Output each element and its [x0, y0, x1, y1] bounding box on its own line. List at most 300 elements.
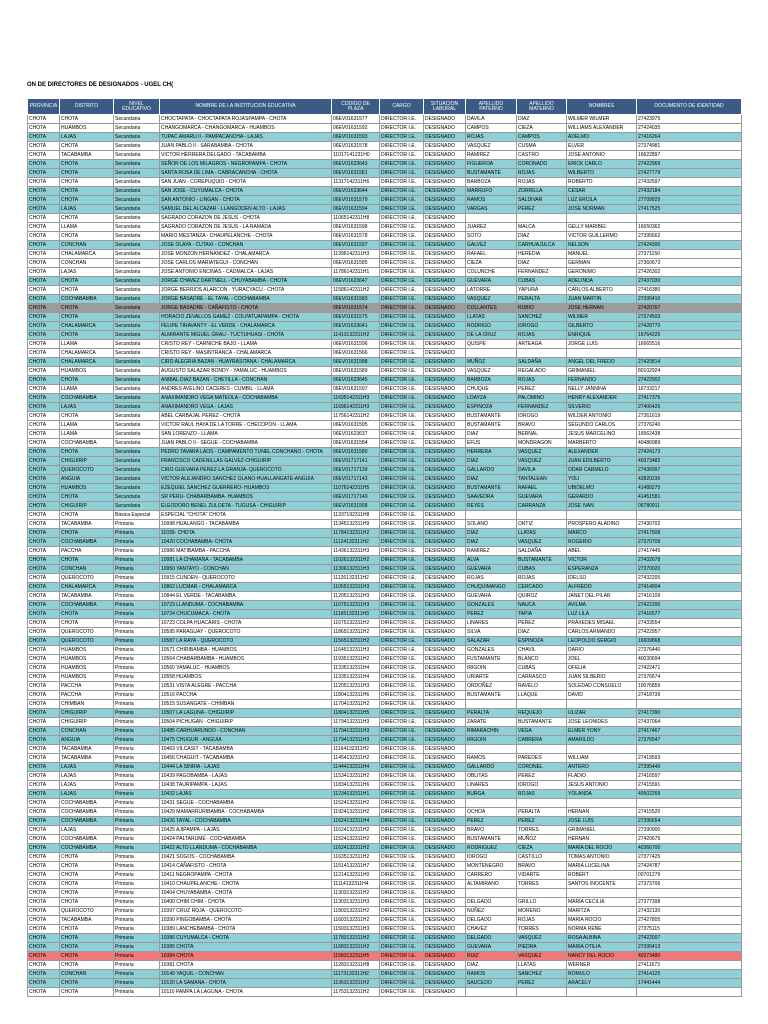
cell-distrito: CHOTA [60, 880, 114, 889]
cell-nivel-educativo: Secundaria [114, 367, 160, 376]
cell-documento: 41489275 [637, 484, 742, 493]
table-row [28, 340, 742, 349]
cell-distrito: CHOTA [60, 979, 114, 988]
cell-distrito: CHIGUIRIP [60, 457, 114, 466]
cell-situacion-laboral: DESIGNADO [424, 574, 466, 583]
cell-provincia: CHOTA [28, 637, 60, 646]
cell-situacion-laboral: DESIGNADO [424, 385, 466, 394]
cell-distrito: HUAMBOS [60, 367, 114, 376]
cell-apellido-materno: BUSTAMANTE [517, 556, 567, 565]
table-row [28, 619, 742, 628]
cell-distrito: CONCHAN [60, 259, 114, 268]
cell-nivel-educativo: Secundaria [114, 151, 160, 160]
cell-apellido-paterno [466, 511, 517, 520]
cell-situacion-laboral: DESIGNADO [424, 232, 466, 241]
cell-cargo: DIRECTOR I.E. [380, 466, 424, 475]
table-row [28, 421, 742, 430]
table-row [28, 907, 742, 916]
cell-cargo: DIRECTOR I.E. [380, 862, 424, 871]
cell-institucion: CIRO GUEVARA PEREZ-LA GRANJA- QUEROCOTO [160, 466, 332, 475]
cell-nivel-educativo: Primaria [114, 691, 160, 700]
cell-provincia: CHOTA [28, 817, 60, 826]
cell-cargo: DIRECTOR I.E. [380, 241, 424, 250]
cell-apellido-materno: TANTALEAN [517, 475, 567, 484]
cell-apellido-paterno [466, 349, 517, 358]
cell-nivel-educativo: Primaria [114, 862, 160, 871]
cell-provincia: CHOTA [28, 493, 60, 502]
cell-apellido-materno: CORONADO [517, 160, 567, 169]
cell-situacion-laboral: DESIGNADO [424, 124, 466, 133]
cell-documento: 16650362 [637, 223, 742, 232]
cell-provincia: CHOTA [28, 943, 60, 952]
cell-situacion-laboral: DESIGNADO [424, 808, 466, 817]
cell-cargo: DIRECTOR I.E. [380, 637, 424, 646]
cell-distrito: LLAMA [60, 385, 114, 394]
cell-distrito: CHOTA [60, 160, 114, 169]
cell-apellido-materno: CABRERA [517, 736, 567, 745]
cell-distrito: CHOTA [60, 169, 114, 178]
table-row [28, 691, 742, 700]
cell-nivel-educativo: Primaria [114, 574, 160, 583]
table-row [28, 673, 742, 682]
cell-cargo: DIRECTOR I.E. [380, 385, 424, 394]
cell-nivel-educativo: Primaria [114, 520, 160, 529]
cell-apellido-paterno: LINARES [466, 619, 517, 628]
cell-apellido-paterno: CHAVEZ [466, 925, 517, 934]
cell-distrito: HUAMBOS [60, 124, 114, 133]
cell-situacion-laboral: DESIGNADO [424, 907, 466, 916]
cell-nivel-educativo: Secundaria [114, 394, 160, 403]
table-row [28, 115, 742, 124]
cell-apellido-materno: YAPURA [517, 286, 567, 295]
cell-nivel-educativo: Primaria [114, 682, 160, 691]
table-row [28, 547, 742, 556]
cell-codigo-plaza: 11675132311H2 [332, 619, 380, 628]
cell-documento: 27373706 [637, 880, 742, 889]
cell-codigo-plaza: 11306132311H3 [332, 565, 380, 574]
cell-institucion: ANIBAL DIAZ BAZAN - CHETILLA - CONCHAN [160, 376, 332, 385]
cell-nivel-educativo: Secundaria [114, 484, 160, 493]
cell-documento: 27432678 [637, 556, 742, 565]
cell-institucion: 10571 CHIRIBAMBA - HUAMBOS [160, 646, 332, 655]
cell-apellido-materno: ORTIZ [517, 520, 567, 529]
cell-nombres: JUAN EDILBERTO [567, 457, 637, 466]
cell-cargo: DIRECTOR I.E. [380, 556, 424, 565]
cell-nivel-educativo: Secundaria [114, 358, 160, 367]
cell-distrito: LAJAS [60, 205, 114, 214]
cell-apellido-materno [517, 889, 567, 898]
cell-provincia: CHOTA [28, 745, 60, 754]
cell-situacion-laboral: DESIGNADO [424, 196, 466, 205]
cell-institucion: ELEODORO BENEL ZULOETA - TUGUSA - CHIGUIRIP [160, 502, 332, 511]
cell-apellido-materno: LLAQUE [517, 691, 567, 700]
cell-institucion: CIRO ALEGRIA BAZAN - HUAYRASITANA - CHALAMARCA [160, 358, 332, 367]
cell-situacion-laboral: DESIGNADO [424, 313, 466, 322]
cell-institucion: 10110 PAMPA LA LAGUNA - CHOTA [160, 988, 332, 997]
cell-apellido-paterno: HERRERA [466, 448, 517, 457]
cell-nivel-educativo: Secundaria [114, 277, 160, 286]
cell-apellido-materno: LLATAS [517, 529, 567, 538]
cell-situacion-laboral: DESIGNADO [424, 601, 466, 610]
cell-situacion-laboral: DESIGNADO [424, 889, 466, 898]
cell-nivel-educativo: Primaria [114, 871, 160, 880]
cell-provincia: CHOTA [28, 754, 60, 763]
cell-cargo: DIRECTOR I.E. [380, 403, 424, 412]
cell-situacion-laboral: DESIGNADO [424, 259, 466, 268]
cell-apellido-paterno: IDROGO [466, 853, 517, 862]
table-row [28, 151, 742, 160]
cell-institucion: JORGE BASADRE - CAÑAFISTO - CHOTA [160, 304, 332, 313]
cell-situacion-laboral: DESIGNADO [424, 691, 466, 700]
table-row [28, 601, 742, 610]
cell-nivel-educativo: Primaria [114, 934, 160, 943]
cell-codigo-plaza: 11317142311H6 [332, 178, 380, 187]
cell-nivel-educativo: Secundaria [114, 178, 160, 187]
cell-documento: 27433554 [637, 619, 742, 628]
cell-codigo-plaza: 06EV01631585 [332, 259, 380, 268]
cell-institucion: 10475 CHUGUR - ANGUIA [160, 736, 332, 745]
cell-apellido-paterno: GUEVARA [466, 565, 517, 574]
cell-situacion-laboral: DESIGNADO [424, 169, 466, 178]
cell-situacion-laboral: DESIGNADO [424, 115, 466, 124]
cell-documento: 27416380 [637, 286, 742, 295]
cell-apellido-materno [517, 745, 567, 754]
cell-apellido-paterno: VASQUEZ [466, 295, 517, 304]
cell-situacion-laboral: DESIGNADO [424, 430, 466, 439]
cell-provincia: CHOTA [28, 934, 60, 943]
cell-situacion-laboral: DESIGNADO [424, 718, 466, 727]
cell-apellido-paterno: CHUQUE [466, 385, 517, 394]
cell-institucion: 10140 YAQUIL - CONCHAN [160, 970, 332, 979]
cell-cargo: DIRECTOR I.E. [380, 880, 424, 889]
cell-apellido-paterno: RAMOS [466, 970, 517, 979]
cell-institucion: 10400 CHIM CHIM - CHOTA [160, 898, 332, 907]
cell-codigo-plaza: 06EV01631584 [332, 439, 380, 448]
cell-provincia: CHOTA [28, 529, 60, 538]
table-row [28, 781, 742, 790]
cell-cargo: DIRECTOR I.E. [380, 646, 424, 655]
cell-apellido-paterno: EFUS [466, 439, 517, 448]
cell-provincia: CHOTA [28, 412, 60, 421]
cell-nombres: MANUEL [567, 250, 637, 259]
cell-nombres: GILBERTO [567, 322, 637, 331]
cell-distrito: TACABAMBA [60, 520, 114, 529]
cell-codigo-plaza: 11645132311H3 [332, 646, 380, 655]
cell-apellido-paterno: URIARTE [466, 673, 517, 682]
cell-situacion-laboral: DESIGNADO [424, 556, 466, 565]
cell-apellido-paterno: DIAZ [466, 538, 517, 547]
cell-codigo-plaza: 11214132311H0 [332, 871, 380, 880]
cell-situacion-laboral: DESIGNADO [424, 394, 466, 403]
cell-cargo: DIRECTOR I.E. [380, 844, 424, 853]
cell-situacion-laboral: DESIGNADO [424, 358, 466, 367]
cell-documento: 27422957 [637, 628, 742, 637]
cell-nombres: JOSE LEONIDES [567, 718, 637, 727]
cell-institucion: CRISTO REY - MASINTRANCA - CHALAMARCA [160, 349, 332, 358]
cell-codigo-plaza: 11303132311H2 [332, 889, 380, 898]
cell-cargo: DIRECTOR I.E. [380, 736, 424, 745]
cell-nivel-educativo: Primaria [114, 565, 160, 574]
cell-apellido-materno: CARHUAJULCA [517, 241, 567, 250]
table-row [28, 331, 742, 340]
cell-apellido-materno: TAPIA [517, 610, 567, 619]
cell-documento: 27361619 [637, 412, 742, 421]
cell-apellido-paterno: DAVILA [466, 115, 517, 124]
cell-distrito: CONCHAN [60, 565, 114, 574]
cell-documento: 27432597 [637, 178, 742, 187]
cell-cargo: DIRECTOR I.E. [380, 520, 424, 529]
cell-distrito: LAJAS [60, 268, 114, 277]
cell-cargo: DIRECTOR I.E. [380, 871, 424, 880]
cell-cargo: DIRECTOR I.E. [380, 835, 424, 844]
cell-apellido-paterno: LATORRE [466, 286, 517, 295]
cell-provincia: CHOTA [28, 619, 60, 628]
cell-codigo-plaza: 11603132311H2 [332, 916, 380, 925]
cell-apellido-materno: ROJAS [517, 169, 567, 178]
cell-institucion: 10385 CHOTA [160, 943, 332, 952]
cell-codigo-plaza: 11804132311H6 [332, 691, 380, 700]
cell-distrito: HUAMBOS [60, 484, 114, 493]
cell-nombres: JANET DEL PILAR [567, 592, 637, 601]
cell-apellido-materno: BRAVO [517, 862, 567, 871]
cell-cargo: DIRECTOR I.E. [380, 781, 424, 790]
cell-nivel-educativo: Primaria [114, 898, 160, 907]
cell-institucion: VICTOR ALEJANDRO SANCHEZ OLANO-HUALLANGATE-ANGUIA [160, 475, 332, 484]
cell-apellido-materno: PERALTA [517, 808, 567, 817]
cell-cargo: DIRECTOR I.E. [380, 394, 424, 403]
cell-nombres: YOLI [567, 475, 637, 484]
cell-nivel-educativo: Primaria [114, 592, 160, 601]
cell-distrito: COCHABAMBA [60, 799, 114, 808]
cell-provincia: CHOTA [28, 124, 60, 133]
cell-institucion: 10429 MAMARRURIBAMBA - COCHABAMBA [160, 808, 332, 817]
cell-institucion: CRISTO REY - CARNICHE BAJO - LLAMA [160, 340, 332, 349]
cell-institucion: 10420 COCHABAMBA- CHOTA [160, 538, 332, 547]
cell-institucion: ANAXIMANDRO VEGA MATEOLA - COCHABAMBA [160, 394, 332, 403]
cell-apellido-paterno: VASQUEZ [466, 367, 517, 376]
cell-apellido-paterno: DIAZ [466, 475, 517, 484]
cell-nivel-educativo: Secundaria [114, 493, 160, 502]
cell-cargo: DIRECTOR I.E. [380, 610, 424, 619]
cell-nivel-educativo: Primaria [114, 718, 160, 727]
cell-distrito: TACABAMBA [60, 745, 114, 754]
cell-apellido-materno: BUSTAMANTE [517, 718, 567, 727]
cell-provincia: CHOTA [28, 349, 60, 358]
column-header-distrito: DISTRITO [60, 99, 114, 115]
cell-provincia: CHOTA [28, 403, 60, 412]
cell-nombres: PROSPERO ALADINO [567, 520, 637, 529]
cell-institucion: 10381 CHOTA [160, 961, 332, 970]
cell-institucion: SAN JOSE - CUYUMALCA - CHOTA [160, 187, 332, 196]
cell-codigo-plaza: 11436132311H3 [332, 547, 380, 556]
column-header-situacion-laboral: SITUACION LABORAL [424, 99, 466, 115]
cell-apellido-paterno: RIMARACHIN [466, 727, 517, 736]
cell-institucion: 10426 TAYAL - COCHABAMBA [160, 817, 332, 826]
cell-codigo-plaza: 11126132311H2 [332, 574, 380, 583]
cell-provincia: CHOTA [28, 304, 60, 313]
cell-nombres [567, 700, 637, 709]
cell-situacion-laboral: DESIGNADO [424, 934, 466, 943]
cell-apellido-materno: ROJAS [517, 916, 567, 925]
cell-nombres: NANCY DEL ROCIO [567, 952, 637, 961]
cell-nivel-educativo: Secundaria [114, 133, 160, 142]
cell-nombres: MARITZA [567, 907, 637, 916]
cell-documento: 27415520 [637, 808, 742, 817]
cell-nivel-educativo: Secundaria [114, 196, 160, 205]
cell-apellido-paterno: COLLANTES [466, 304, 517, 313]
cell-provincia: CHOTA [28, 376, 60, 385]
cell-provincia: CHOTA [28, 880, 60, 889]
cell-apellido-paterno: OBLITAS [466, 772, 517, 781]
cell-nombres: ALFREDO [567, 583, 637, 592]
cell-apellido-materno: IDROGO [517, 781, 567, 790]
cell-apellido-paterno: BUSTAMANTE [466, 835, 517, 844]
cell-codigo-plaza: 11794132311H3 [332, 736, 380, 745]
cell-codigo-plaza: 06EV01631580 [332, 448, 380, 457]
cell-cargo: DIRECTOR I.E. [380, 763, 424, 772]
cell-cargo: DIRECTOR I.E. [380, 367, 424, 376]
cell-documento: 10076859 [637, 682, 742, 691]
cell-situacion-laboral: DESIGNADO [424, 925, 466, 934]
cell-nombres: JOEL [567, 655, 637, 664]
cell-documento: 27418739 [637, 691, 742, 700]
cell-situacion-laboral: DESIGNADO [424, 538, 466, 547]
cell-documento: 27377425 [637, 853, 742, 862]
cell-nombres: ROBERTO [567, 178, 637, 187]
table-row [28, 538, 742, 547]
cell-situacion-laboral: DESIGNADO [424, 781, 466, 790]
cell-codigo-plaza: 11205132311H3 [332, 592, 380, 601]
cell-apellido-paterno: MUÑOZ [466, 358, 517, 367]
cell-institucion: 10998 HUALANGO - TACABAMBA [160, 520, 332, 529]
cell-provincia: CHOTA [28, 979, 60, 988]
cell-provincia: CHOTA [28, 682, 60, 691]
cell-institucion: JOSE MONZON HERNANDEZ - CHALAMARCA [160, 250, 332, 259]
cell-codigo-plaza: 06EV01631575 [332, 313, 380, 322]
cell-institucion: CHOCTAPATA - CHOCTAPATA ROJASPAMPA - CHOTA [160, 115, 332, 124]
cell-apellido-paterno: CAMPOS [466, 124, 517, 133]
cell-distrito: CHOTA [60, 925, 114, 934]
cell-situacion-laboral: DESIGNADO [424, 790, 466, 799]
cell-institucion: 10507 LA LAGUNA - CHIGUIRIP [160, 709, 332, 718]
table-row [28, 295, 742, 304]
cell-documento: 27416264 [637, 133, 742, 142]
cell-documento: 27424300 [637, 241, 742, 250]
cell-documento: 27415591 [637, 781, 742, 790]
cell-situacion-laboral: DESIGNADO [424, 547, 466, 556]
cell-nombres: GRIMANIEL [567, 367, 637, 376]
cell-apellido-materno: PEREZ [517, 619, 567, 628]
cell-institucion: 10485 CARHUARUNDO - CONCHAN [160, 727, 332, 736]
table-row [28, 169, 742, 178]
cell-provincia: CHOTA [28, 169, 60, 178]
cell-apellido-paterno: DIAZ [466, 529, 517, 538]
cell-nombres [567, 889, 637, 898]
cell-situacion-laboral: DESIGNADO [424, 709, 466, 718]
cell-institucion: 10431 SEGUE - COCHABAMBA [160, 799, 332, 808]
column-header-provincia: PROVINCIA [28, 99, 60, 115]
cell-provincia: CHOTA [28, 466, 60, 475]
cell-provincia: CHOTA [28, 511, 60, 520]
cell-nivel-educativo: Primaria [114, 700, 160, 709]
cell-distrito: TACABAMBA [60, 592, 114, 601]
cell-situacion-laboral: DESIGNADO [424, 979, 466, 988]
cell-situacion-laboral: DESIGNADO [424, 277, 466, 286]
cell-codigo-plaza: 06EV01631589 [332, 367, 380, 376]
cell-apellido-materno: DIAZ [517, 115, 567, 124]
cell-documento: 16609868 [637, 637, 742, 646]
table-row [28, 412, 742, 421]
cell-provincia: CHOTA [28, 808, 60, 817]
cell-distrito: LLAMA [60, 430, 114, 439]
cell-situacion-laboral: DESIGNADO [424, 340, 466, 349]
cell-nivel-educativo: Secundaria [114, 376, 160, 385]
cell-apellido-materno: PEREZ [517, 979, 567, 988]
cell-apellido-paterno: BUSTAMANTE [466, 484, 517, 493]
cell-cargo: DIRECTOR I.E. [380, 448, 424, 457]
cell-apellido-paterno: OCHOA [466, 808, 517, 817]
table-header-row [28, 99, 742, 115]
cell-institucion: VICTOR RAUL HAYA DE LA TORRE - CHECOPON - LLAMA [160, 421, 332, 430]
cell-provincia: CHOTA [28, 358, 60, 367]
cell-codigo-plaza: 11335132311H4 [332, 664, 380, 673]
cell-cargo: DIRECTOR I.E. [380, 970, 424, 979]
cell-nombres: LUZ ERCILA [567, 196, 637, 205]
cell-nivel-educativo: Primaria [114, 583, 160, 592]
cell-documento: 27395410 [637, 295, 742, 304]
cell-cargo: DIRECTOR I.E. [380, 115, 424, 124]
cell-situacion-laboral: DESIGNADO [424, 565, 466, 574]
cell-nombres: GERARDO [567, 493, 637, 502]
cell-cargo: DIRECTOR I.E. [380, 187, 424, 196]
cell-distrito: CONCHAN [60, 970, 114, 979]
table-row [28, 556, 742, 565]
table-row [28, 493, 742, 502]
cell-institucion: SAN LORENZO - LLAMA [160, 430, 332, 439]
cell-apellido-materno: MORENO [517, 907, 567, 916]
cell-nombres: WILMER [567, 313, 637, 322]
cell-cargo: DIRECTOR I.E. [380, 439, 424, 448]
cell-nombres: NORMA RENE [567, 925, 637, 934]
cell-nivel-educativo: Primaria [114, 547, 160, 556]
table-row [28, 268, 742, 277]
cell-nivel-educativo: Secundaria [114, 385, 160, 394]
cell-apellido-materno: MUÑOZ [517, 835, 567, 844]
cell-apellido-materno [517, 349, 567, 358]
cell-documento: 40366700 [637, 844, 742, 853]
cell-situacion-laboral: DESIGNADO [424, 799, 466, 808]
cell-cargo: DIRECTOR I.E. [380, 754, 424, 763]
cell-nombres: GERMAN [567, 259, 637, 268]
cell-provincia: CHOTA [28, 583, 60, 592]
cell-distrito: CHOTA [60, 304, 114, 313]
cell-provincia: CHOTA [28, 340, 60, 349]
table-row [28, 700, 742, 709]
cell-cargo: DIRECTOR I.E. [380, 430, 424, 439]
cell-codigo-plaza: 11283132311H8 [332, 961, 380, 970]
cell-cargo: DIRECTOR I.E. [380, 745, 424, 754]
cell-nombres: ELVER [567, 142, 637, 151]
cell-documento: 27417508 [637, 529, 742, 538]
cell-provincia: CHOTA [28, 970, 60, 979]
cell-institucion: 10504 PICHUGAN - CHIGUIRIP [160, 718, 332, 727]
cell-apellido-materno: CUSMA [517, 142, 567, 151]
table-row [28, 358, 742, 367]
cell-cargo: DIRECTOR I.E. [380, 223, 424, 232]
cell-codigo-plaza: 11165132311H3 [332, 610, 380, 619]
cell-situacion-laboral: DESIGNADO [424, 826, 466, 835]
cell-codigo-plaza: 11454132311H2 [332, 754, 380, 763]
